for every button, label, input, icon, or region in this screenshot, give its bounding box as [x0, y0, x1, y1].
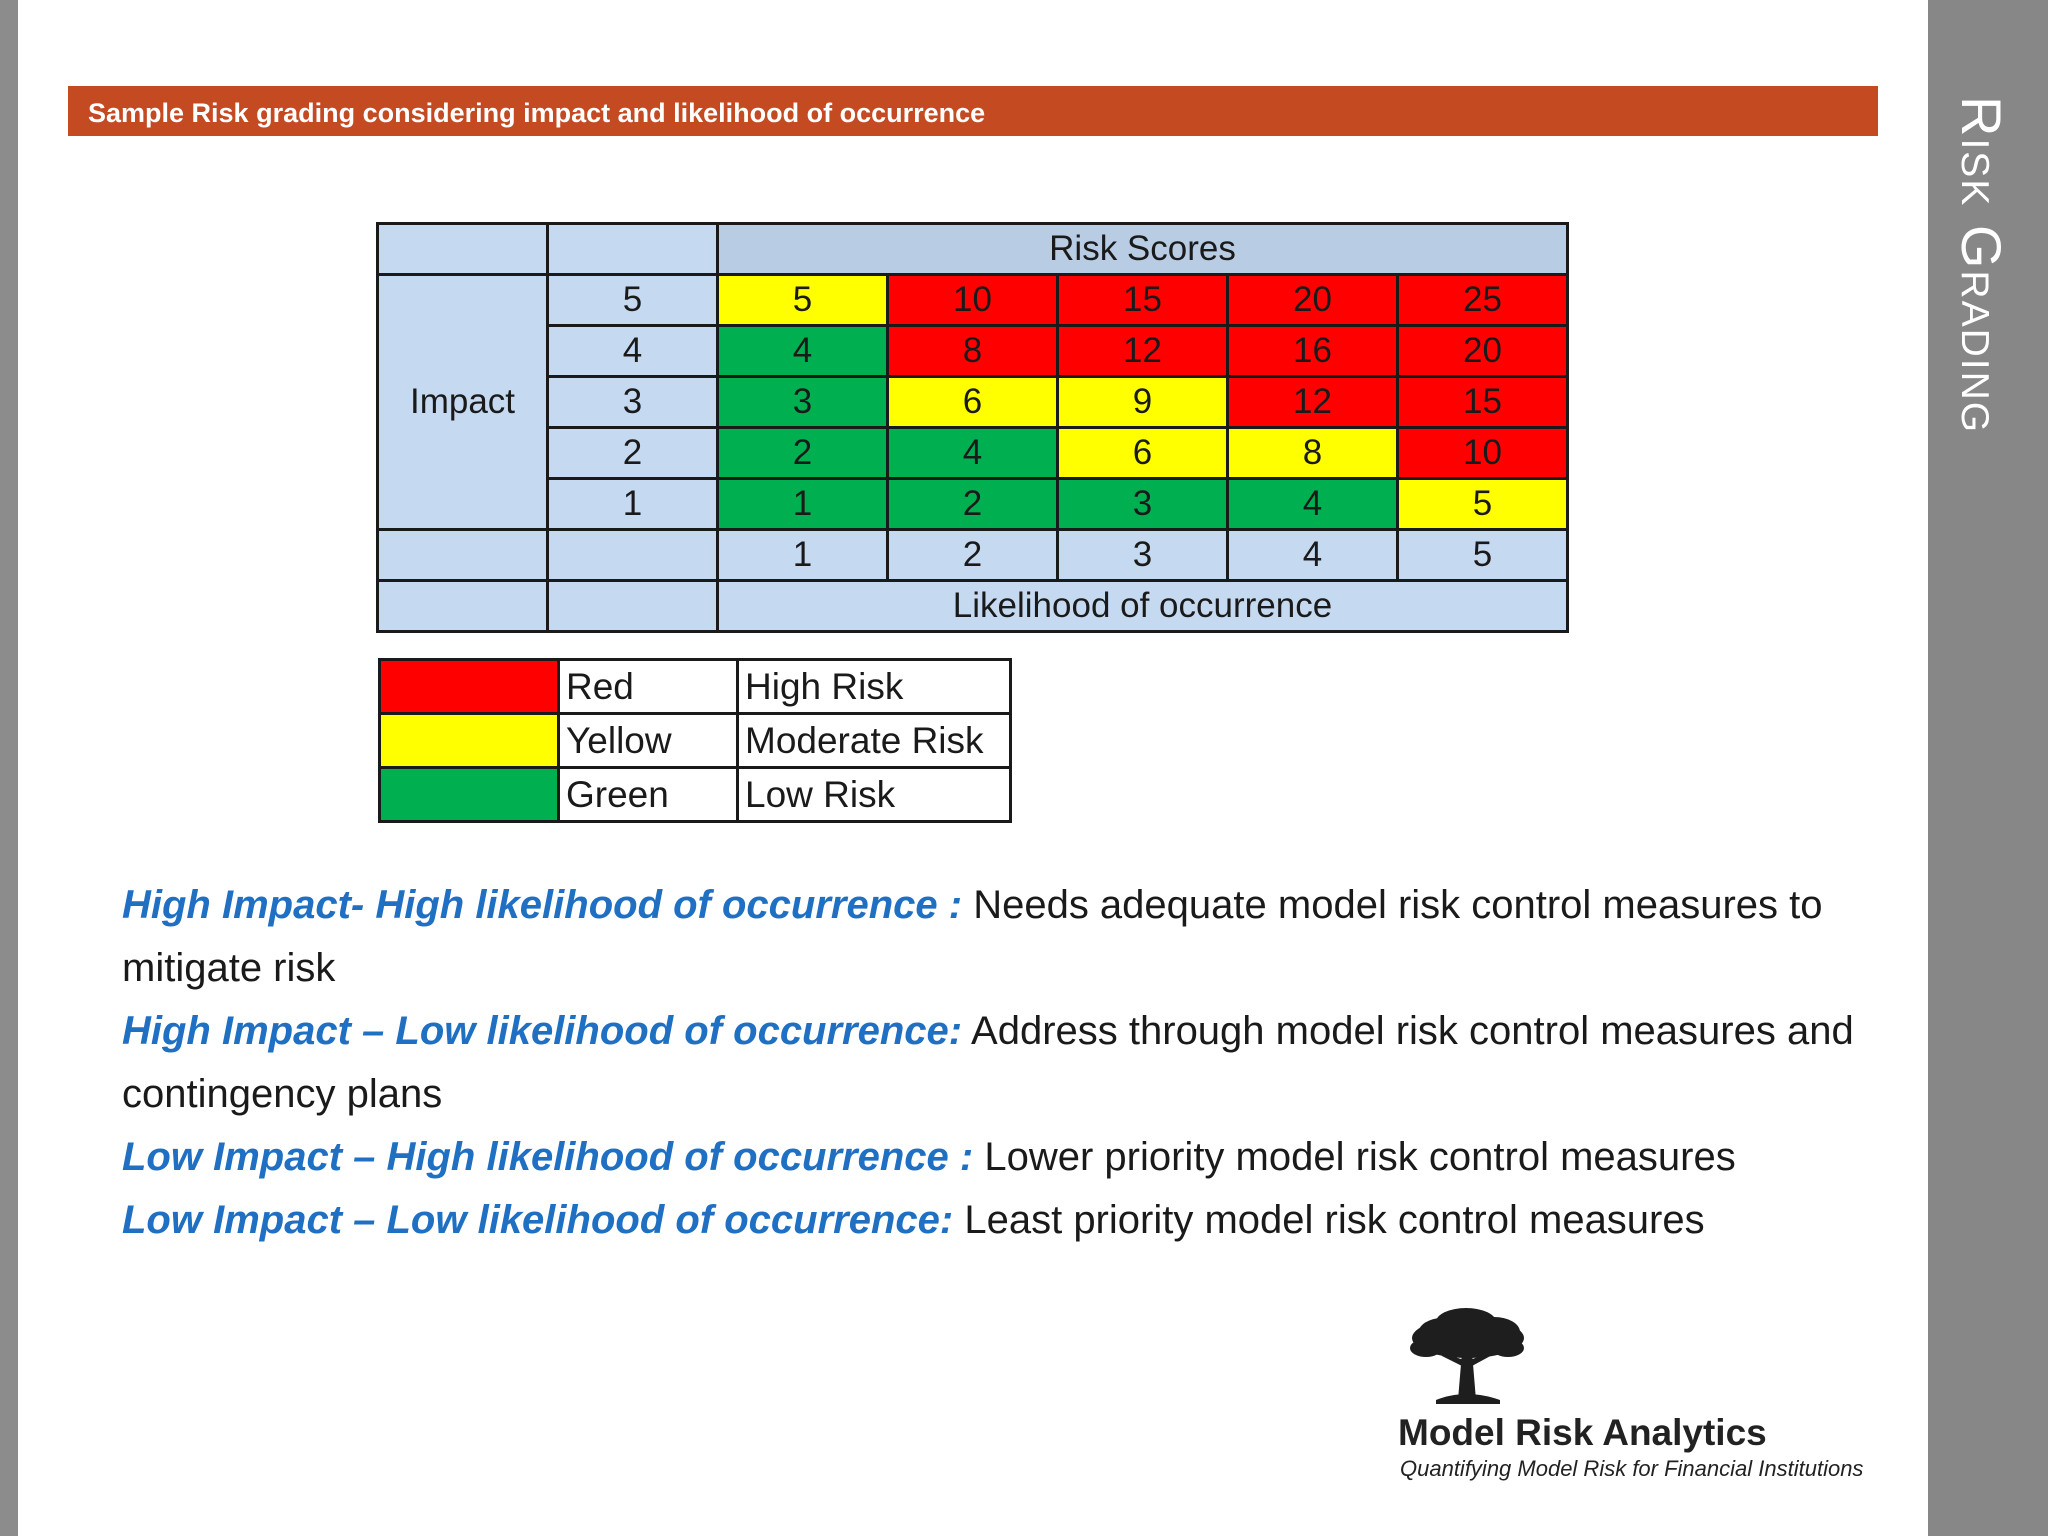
- description-text: Least priority model risk control measures: [953, 1198, 1705, 1242]
- description-label: High Impact- High likelihood of occurrence :: [122, 883, 963, 927]
- matrix-blank-cell: [378, 581, 548, 632]
- risk-matrix: [376, 222, 1569, 633]
- legend-row: [380, 660, 1011, 714]
- score-cell: 16: [1228, 326, 1398, 377]
- impact-axis-label: Impact: [378, 275, 548, 530]
- side-title: [1928, 0, 2048, 1536]
- score-cell: 6: [1058, 428, 1228, 479]
- score-cell: 3: [718, 377, 888, 428]
- risk-scores-header: Risk Scores: [718, 224, 1568, 275]
- description-item: [122, 874, 1902, 1000]
- description-item: [122, 1189, 1902, 1252]
- header-title: Sample Risk grading considering impact and likelihood of occurrence: [88, 98, 986, 128]
- impact-level: 2: [548, 428, 718, 479]
- legend-color-name: Green: [559, 768, 738, 822]
- company-logo: [1396, 1304, 1896, 1504]
- likelihood-level: 4: [1228, 530, 1398, 581]
- matrix-blank-cell: [548, 530, 718, 581]
- description-item: [122, 1000, 1902, 1126]
- legend-risk-level: High Risk: [738, 660, 1011, 714]
- score-cell: 3: [1058, 479, 1228, 530]
- impact-level: 3: [548, 377, 718, 428]
- score-cell: 15: [1398, 377, 1568, 428]
- score-cell: 4: [888, 428, 1058, 479]
- score-cell: 2: [718, 428, 888, 479]
- legend-swatch: [380, 660, 559, 714]
- likelihood-level: 3: [1058, 530, 1228, 581]
- description-item: [122, 1126, 1902, 1189]
- side-title-text: Risk Grading: [1950, 96, 2013, 435]
- tree-icon: [1396, 1304, 1536, 1412]
- logo-brand-name: Model Risk Analytics: [1398, 1412, 1767, 1453]
- impact-level: 4: [548, 326, 718, 377]
- legend-row: [380, 768, 1011, 822]
- legend-color-name: Red: [559, 660, 738, 714]
- likelihood-level: 5: [1398, 530, 1568, 581]
- legend-row: [380, 714, 1011, 768]
- score-cell: 25: [1398, 275, 1568, 326]
- score-cell: 8: [1228, 428, 1398, 479]
- impact-level: 5: [548, 275, 718, 326]
- score-cell: 20: [1398, 326, 1568, 377]
- likelihood-level: 1: [718, 530, 888, 581]
- impact-level: 1: [548, 479, 718, 530]
- score-cell: 15: [1058, 275, 1228, 326]
- score-cell: 10: [888, 275, 1058, 326]
- score-cell: 20: [1228, 275, 1398, 326]
- score-cell: 4: [718, 326, 888, 377]
- left-edge-strip: [0, 0, 18, 1536]
- likelihood-axis-label: Likelihood of occurrence: [718, 581, 1568, 632]
- matrix-corner-cell: [378, 224, 548, 275]
- description-label: Low Impact – Low likelihood of occurrence:: [122, 1198, 954, 1242]
- description-label: High Impact – Low likelihood of occurrence:: [122, 1009, 963, 1053]
- likelihood-level: 2: [888, 530, 1058, 581]
- score-cell: 12: [1228, 377, 1398, 428]
- description-label: Low Impact – High likelihood of occurrence :: [122, 1135, 974, 1179]
- score-cell: 8: [888, 326, 1058, 377]
- score-cell: 1: [718, 479, 888, 530]
- grading-descriptions: [122, 874, 1902, 1252]
- risk-legend: [378, 658, 1012, 823]
- description-text: Address through model risk control measures and contingency plans: [122, 1009, 1854, 1116]
- score-cell: 9: [1058, 377, 1228, 428]
- legend-color-name: Yellow: [559, 714, 738, 768]
- score-cell: 5: [1398, 479, 1568, 530]
- header-bar: [68, 86, 1878, 136]
- matrix-blank-cell: [548, 581, 718, 632]
- score-cell: 5: [718, 275, 888, 326]
- description-text: Needs adequate model risk control measures to mitigate risk: [122, 883, 1823, 990]
- legend-risk-level: Moderate Risk: [738, 714, 1011, 768]
- logo-tagline: Quantifying Model Risk for Financial Institutions: [1400, 1456, 1864, 1481]
- score-cell: 2: [888, 479, 1058, 530]
- score-cell: 4: [1228, 479, 1398, 530]
- score-cell: 10: [1398, 428, 1568, 479]
- legend-swatch: [380, 768, 559, 822]
- score-cell: 12: [1058, 326, 1228, 377]
- score-cell: 6: [888, 377, 1058, 428]
- description-text: Lower priority model risk control measures: [973, 1135, 1736, 1179]
- legend-swatch: [380, 714, 559, 768]
- matrix-blank-cell: [378, 530, 548, 581]
- legend-risk-level: Low Risk: [738, 768, 1011, 822]
- matrix-corner-cell: [548, 224, 718, 275]
